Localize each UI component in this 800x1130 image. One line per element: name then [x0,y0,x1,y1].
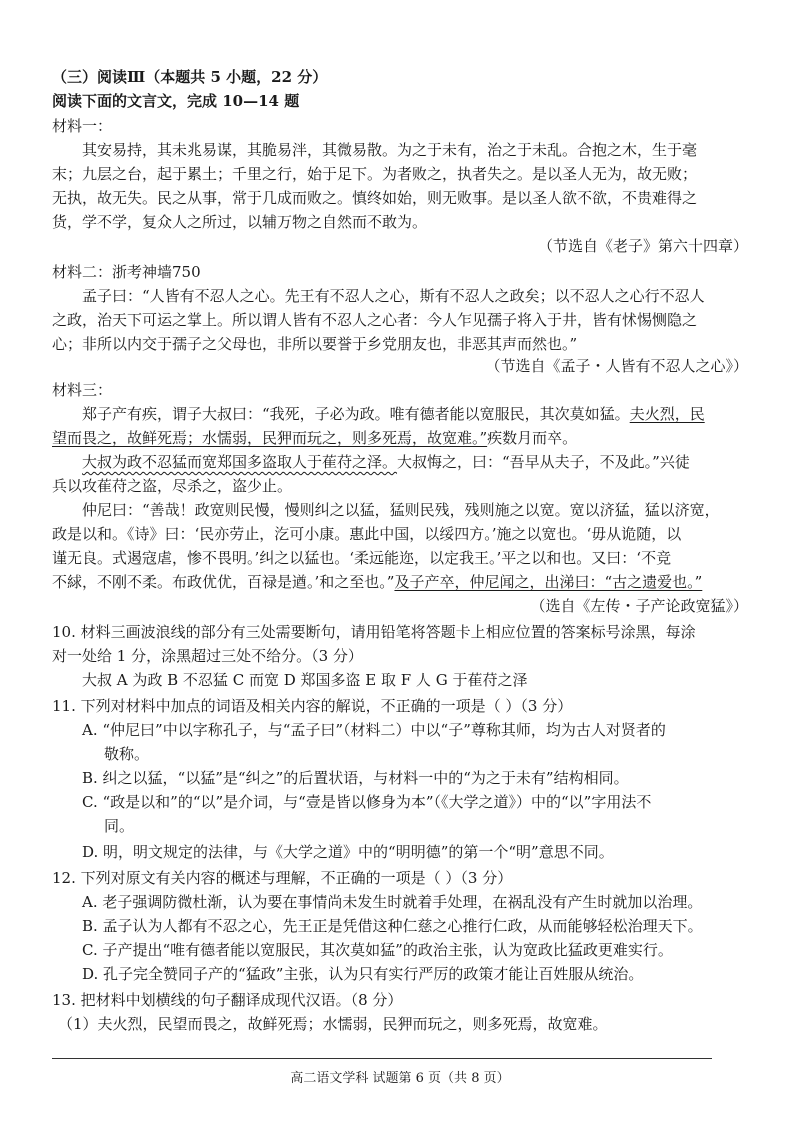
instruction: 阅读下面的文言文，完成 10—14 题 [52,92,300,110]
material3-paragraph3-line: 谨无良。式遏寇虐，惨不畏明。’纠之以猛也。‘柔远能迩，以定我王。’平之以和也。又曰：‘不竞 [52,549,672,567]
material3-paragraph3-line: 政是以和。《诗》曰：‘民亦劳止，汔可小康。惠此中国，以绥四方。’施之以宽也。‘毋从诡随，以 [52,525,682,543]
q11-option-a: A. “仲尼曰”中以字称孔子，与“孟子曰”（材料二）中以“子”尊称其师，均为古人对贤者的 [82,721,666,739]
q11-option-a-cont: 敬称。 [104,745,150,763]
underlined-sentence: 夫火烈，民 [629,405,705,423]
material2-line: 之政，治天下可运之掌上。所以谓人皆有不忍人之心者：今人乍见孺子将入于井，皆有怵惕恻隐之 [52,311,698,329]
material1-label: 材料一： [52,117,113,135]
material3-paragraph3-line: 仲尼曰：“善哉！政宽则民慢，慢则纠之以猛，猛则民残，残则施之以宽。宽以济猛，猛以济宽， [82,501,720,519]
page-footer: 高二语文学科 试题第 6 页（共 8 页） [290,1071,510,1086]
material1-line: 无执，故无失。民之从事，常于几成而败之。慎终如始，则无败事。是以圣人欲不欲，不贵难得之 [52,189,698,207]
underlined-sentence: 望而畏之，故鲜死焉；水懦弱，民狎而玩之，则多死焉，故宽难。” [52,429,488,447]
q13-item1: （1）夫火烈，民望而畏之，故鲜死焉；水懦弱，民狎而玩之，则多死焉，故宽难。 [58,1015,608,1033]
material1-line: 其安易持，其未兆易谋，其脆易泮，其微易散。为之于未有，治之于未乱。合抱之木，生于毫 [82,141,698,159]
material3-paragraph3-line-last [52,571,702,593]
footer-divider [52,1058,712,1059]
material3-label: 材料三： [52,381,113,399]
material1-line: 末；九层之台，起于累土；千里之行，始于足下。为者败之，执者失之。是以圣人无为，故无败； [52,165,698,183]
q10-stem-line: 对一处给 1 分，涂黑超过三处不给分。（3 分） [52,647,363,665]
material3-paragraph2-line2: 兵以攻萑苻之盗，尽杀之，盗少止。 [52,477,293,495]
material2-label: 材料二： [52,263,113,281]
q10-options: 大叔 A 为政 B 不忍猛 C 而宽 D 郑国多盗 E 取 F 人 G 于萑苻之泽 [82,671,528,689]
section-title: （三）阅读Ⅲ（本题共 5 小题，22 分） [52,68,328,86]
q12-option-c: C. 子产提出“唯有德者能以宽服民，其次莫如猛”的政治主张，认为宽政比猛政更难实行。 [82,941,673,959]
q11-option-c-cont: 同。 [104,817,135,835]
material3-paragraph2-line1 [82,451,690,473]
material3-paragraph1-line2 [52,427,577,449]
q11-option-b: B. 纠之以猛，“以猛”是“纠之”的后置状语，与材料一中的“为之于未有”结构相同。 [82,769,629,787]
material1-line: 货，学不学，复众人之所过，以辅万物之自然而不敢为。 [52,213,428,231]
underlined-sentence: 及子产卒，仲尼闻之，出涕曰：“古之遗爱也。” [394,573,703,591]
material3-source: （选自《左传・子产论政宽猛》） [530,597,748,615]
watermark-text: 浙考神墙750 [112,263,201,281]
q11-stem: 11. 下列对材料中加点的词语及相关内容的解说，不正确的一项是（ ）（3 分） [52,697,573,715]
plain-text: 不絿，不刚不柔。布政优优，百禄是遒。’和之至也。” [52,573,395,591]
q12-option-b: B. 孟子认为人都有不忍之心，先王正是凭借这种仁慈之心推行仁政，从而能够轻松治理天下。 [82,917,703,935]
plain-text: 大叔悔之，曰：“吾早从夫子，不及此。”兴徒 [397,453,690,471]
material1-source: （节选自《老子》第六十四章） [537,237,748,255]
q12-stem: 12. 下列对原文有关内容的概述与理解，不正确的一项是（ ）（3 分） [52,869,513,887]
wavy-underlined-text: 大叔为政不忍猛而宽郑国多盗取人于萑苻之泽。 [82,453,398,471]
material2-label-row [52,261,201,283]
q11-option-d: D. 明，明文规定的法律，与《大学之道》中的“明明德”的第一个“明”意思不同。 [82,843,614,861]
material2-line: 心；非所以内交于孺子之父母也，非所以要誉于乡党朋友也，非恶其声而然也。” [52,335,578,353]
material3-paragraph1-line1 [82,403,705,425]
q11-option-c: C. “政是以和”的“以”是介词，与“壹是皆以修身为本”（《大学之道》）中的“以”字用法不 [82,793,652,811]
q10-stem-line: 10. 材料三画波浪线的部分有三处需要断句，请用铅笔将答题卡上相应位置的答案标号涂黑，每涂 [52,623,696,641]
plain-text: 疾数月而卒。 [487,429,578,447]
material2-source: （节选自《孟子・人皆有不忍人之心》） [485,357,748,375]
material2-line: 孟子曰：“人皆有不忍人之心。先王有不忍人之心，斯有不忍人之政矣；以不忍人之心行不忍人 [82,287,705,305]
q12-option-a: A. 老子强调防微杜渐，认为要在事情尚未发生时就着手处理，在祸乱没有产生时就加以治理。 [82,893,703,911]
q12-option-d: D. 孔子完全赞同子产的“猛政”主张，认为只有实行严厉的政策才能让百姓服从统治。 [82,965,644,983]
plain-text: 郑子产有疾，谓子大叔曰：“我死，子必为政。唯有德者能以宽服民，其次莫如猛。 [82,405,630,423]
q13-stem: 13. 把材料中划横线的句子翻译成现代汉语。（8 分） [52,991,403,1009]
